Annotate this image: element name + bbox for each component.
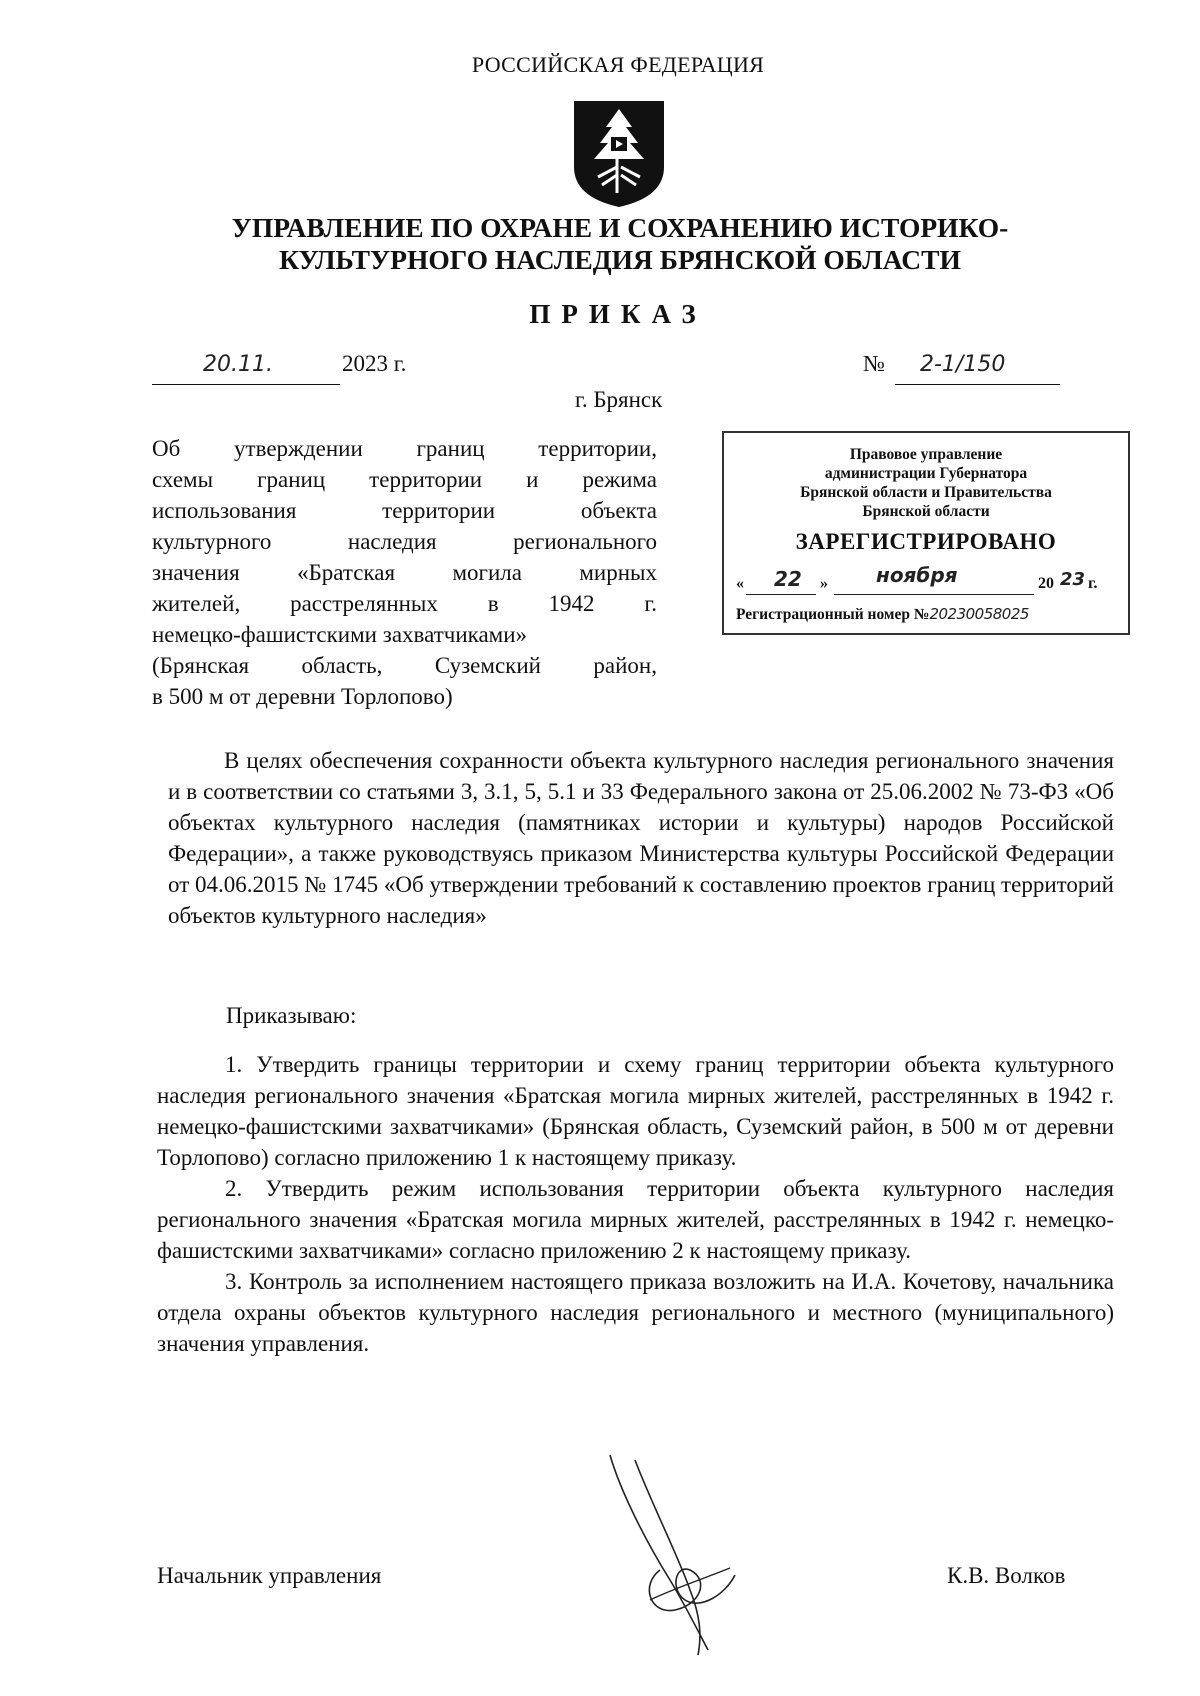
stamp-header-line: Правовое управление: [849, 446, 1003, 463]
stamp-header-line: Брянской области: [862, 503, 990, 520]
signer-name: К.В. Волков: [947, 1563, 1066, 1588]
stamp-date-row: « 22 » ноября 20 23 г.: [736, 571, 1116, 599]
stamp-header-line: Брянской области и Правительства: [800, 484, 1052, 501]
stamp-reg-label: Регистрационный номер №: [736, 606, 930, 623]
preamble-paragraph: [168, 745, 1114, 931]
subject-line: (Брянская область, Суземский район,: [152, 653, 657, 678]
agency-name-line2: КУЛЬТУРНОГО НАСЛЕДИЯ БРЯНСКОЙ ОБЛАСТИ: [279, 244, 961, 275]
bryansk-coat-of-arms-icon: [570, 97, 668, 209]
subject-line: Об утверждении границ территории,: [152, 436, 657, 461]
subject-line: в 500 м от деревни Торлопово): [152, 684, 453, 709]
stamp-day-handwritten: 22: [774, 567, 802, 591]
order-items: [157, 1049, 1114, 1359]
order-item: 3. Контроль за исполнением настоящего приказа возложить на И.А. Кочетову, начальника отдела охраны объектов культурного наследия регионального и местного (муниципального) значения управления.: [157, 1269, 1114, 1356]
subject-line: значения «Братская могила мирных: [152, 560, 657, 585]
number-label: №: [863, 351, 885, 376]
handwritten-signature-icon: [590, 1450, 780, 1660]
agency-name-line1: УПРАВЛЕНИЕ ПО ОХРАНЕ И СОХРАНЕНИЮ ИСТОРИКО-: [231, 212, 1009, 243]
handwritten-number: 2-1/150: [920, 352, 1006, 377]
subject-line: немецко-фашистскими захватчиками»: [152, 622, 528, 647]
order-subject: [152, 433, 657, 712]
stamp-number-row: [736, 605, 1029, 624]
subject-line: жителей, расстрелянных в 1942 г.: [152, 591, 657, 616]
handwritten-date: 20.11.: [203, 352, 273, 377]
document-type: ПРИКАЗ: [529, 299, 707, 329]
order-word: Приказываю:: [226, 1003, 357, 1028]
registration-stamp: [722, 431, 1130, 635]
stamp-year-suffix: г.: [1088, 575, 1098, 592]
stamp-reg-number-handwritten: 20230058025: [929, 605, 1029, 623]
stamp-registered-label: ЗАРЕГИСТРИРОВАНО: [795, 529, 1057, 554]
stamp-header: [724, 445, 1128, 521]
order-item: 1. Утвердить границы территории и схему границ территории объекта культурного наследия регионального значения «Братская могила мирных жителей, расстрелянных в 1942 г. немецко-фашистскими захватчиками» (Брянская область, Суземский район, в 500 м от деревни Торлопово) согласно приложению 1 к настоящему приказу.: [157, 1052, 1114, 1170]
signer-title: Начальник управления: [157, 1563, 382, 1588]
document-year: 2023 г.: [342, 351, 407, 376]
federation-title: РОССИЙСКАЯ ФЕДЕРАЦИЯ: [471, 52, 765, 77]
stamp-month-handwritten: ноября: [876, 563, 958, 587]
stamp-year-prefix: 20: [1038, 575, 1054, 592]
city: г. Брянск: [575, 387, 663, 412]
preamble-text: В целях обеспечения сохранности объекта культурного наследия регионального значения и в соответствии со статьями 3, 3.1, 5, 5.1 и 33 Федерального закона от 25.06.2002 № 73-ФЗ «Об объектах культурного наследия (памятниках истории и культуры) народов Российской Федерации», а также руководствуясь приказом Министерства культуры Российской Федерации от 04.06.2015 № 1745 «Об утверждении требований к составлению проектов границ территорий объектов культурного наследия»: [168, 748, 1114, 928]
order-item: 2. Утвердить режим использования территории объекта культурного наследия регионального значения «Братская могила мирных жителей, расстрелянных в 1942 г. немецко-фашистскими захватчиками» согласно приложению 2 к настоящему приказу.: [157, 1176, 1114, 1263]
agency-name: [170, 212, 1070, 276]
stamp-year-handwritten: 23: [1060, 569, 1086, 590]
stamp-header-line: администрации Губернатора: [824, 465, 1028, 482]
subject-line: использования территории объекта: [152, 498, 657, 523]
subject-line: культурного наследия регионального: [152, 529, 657, 554]
subject-line: схемы границ территории и режима: [152, 467, 657, 492]
